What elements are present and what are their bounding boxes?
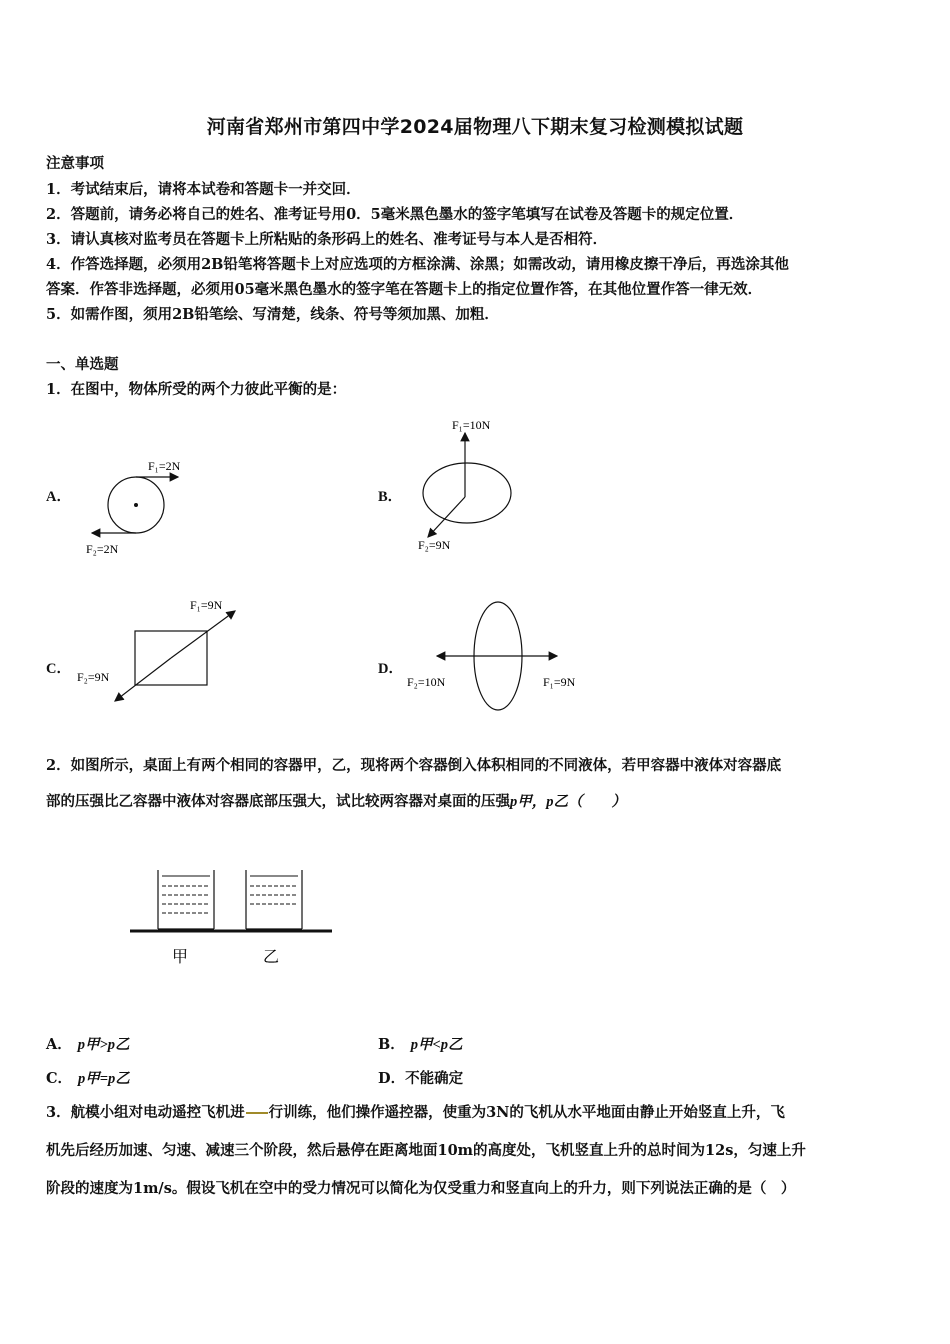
notice-item: 4．作答选择题，必须用2B铅笔将答题卡上对应选项的方框涂满、涂黑；如需改动，请用橡皮擦干净后，再选涂其他 bbox=[46, 256, 789, 273]
question-3-line2: 机先后经历加速、匀速、减速三个阶段，然后悬停在距离地面10m的高度处，飞机竖直上升的总时间为12s，匀速上升 bbox=[46, 1142, 806, 1159]
force-label-f1: F₁=9N bbox=[190, 598, 223, 612]
q2-option-a-label: A． bbox=[46, 1036, 72, 1053]
page-title: 河南省郑州市第四中学2024届物理八下期末复习检测模拟试题 bbox=[206, 116, 744, 138]
section-heading: 一、单选题 bbox=[46, 356, 119, 373]
option-d-label: D． bbox=[378, 661, 403, 677]
notice-item: 3．请认真核对监考员在答题卡上所粘贴的条形码上的姓名、准考证号与本人是否相符． bbox=[46, 231, 608, 248]
question-2-stem-line1: 2．如图所示，桌面上有两个相同的容器甲，乙，现将两个容器倒入体积相同的不同液体，若甲容器中液体对容器底 bbox=[46, 757, 782, 774]
q2-option-a bbox=[46, 1033, 130, 1054]
figure-c bbox=[75, 595, 255, 715]
force-arrow-f2 bbox=[428, 497, 465, 537]
force-arrow-f1 bbox=[171, 611, 235, 658]
figure-b bbox=[410, 415, 560, 555]
notice-item: 5．如需作图，须用2B铅笔绘、写清楚，线条、符号等须加黑、加粗． bbox=[46, 306, 499, 323]
label-jia: 甲 bbox=[172, 947, 189, 966]
force-arrow-f2 bbox=[115, 658, 171, 701]
q2-option-b-label: B． bbox=[378, 1036, 405, 1053]
question-3-line1-end: 行训练，他们操作遥控器，使重为3N的飞机从水平地面由静止开始竖直上升，飞 bbox=[268, 1104, 785, 1121]
force-label-f1: F₁=2N bbox=[148, 459, 181, 473]
notice-item: 2．答题前，请务必将自己的姓名、准考证号用0．5毫米黑色墨水的签字笔填写在试卷及答题卡的规定位置． bbox=[46, 206, 744, 223]
q2-option-c bbox=[46, 1067, 130, 1088]
q2-option-d: D．不能确定 bbox=[378, 1070, 464, 1087]
option-b-label: B． bbox=[378, 489, 403, 505]
force-label-f2: F₂=2N bbox=[86, 542, 119, 556]
question-1-stem: 1．在图中，物体所受的两个力彼此平衡的是： bbox=[46, 381, 347, 398]
blank-mark bbox=[246, 1112, 268, 1114]
force-label-f2: F₂=9N bbox=[77, 670, 110, 684]
ellipse-body bbox=[423, 463, 511, 523]
question-3-line1-start: 3．航模小组对电动遥控飞机进 bbox=[46, 1104, 245, 1121]
q2-option-a-expr: p甲>p乙 bbox=[77, 1037, 130, 1053]
q2-option-b bbox=[378, 1033, 463, 1054]
q2-option-c-label: C． bbox=[46, 1070, 73, 1087]
force-label-f2: F₂=9N bbox=[418, 538, 451, 552]
option-a-label: A． bbox=[46, 489, 71, 505]
figure-d bbox=[405, 598, 605, 718]
notice-heading: 注意事项 bbox=[46, 155, 104, 172]
notice-item: 答案．作答非选择题，必须用05毫米黑色墨水的签字笔在答题卡上的指定位置作答，在其他位置作答一律无效． bbox=[46, 281, 763, 298]
question-2-stem-text: 部的压强比乙容器中液体对容器底部压强大，试比较两容器对桌面的压强 bbox=[46, 793, 510, 810]
force-label-f2: F₂=10N bbox=[407, 675, 446, 689]
option-c-label: C． bbox=[46, 661, 71, 677]
figure-a bbox=[80, 450, 200, 560]
question-2-stem-line2 bbox=[46, 790, 626, 811]
notice-item: 1．考试结束后，请将本试卷和答题卡一并交回． bbox=[46, 181, 361, 198]
center-dot bbox=[134, 503, 138, 507]
question-2-stem-tail: p甲，p乙（ ） bbox=[510, 794, 626, 810]
q2-option-c-expr: p甲=p乙 bbox=[78, 1071, 130, 1087]
figure-q2-containers bbox=[130, 862, 350, 972]
question-3-line1 bbox=[46, 1101, 785, 1122]
force-label-f1: F₁=9N bbox=[543, 675, 576, 689]
force-label-f1: F₁=10N bbox=[452, 418, 491, 432]
question-3-line3: 阶段的速度为1m/s。假设飞机在空中的受力情况可以简化为仅受重力和竖直向上的升力，则下列说法正确的是（ ） bbox=[46, 1180, 796, 1197]
label-yi: 乙 bbox=[263, 947, 280, 966]
q2-option-b-expr: p甲<p乙 bbox=[410, 1037, 463, 1053]
